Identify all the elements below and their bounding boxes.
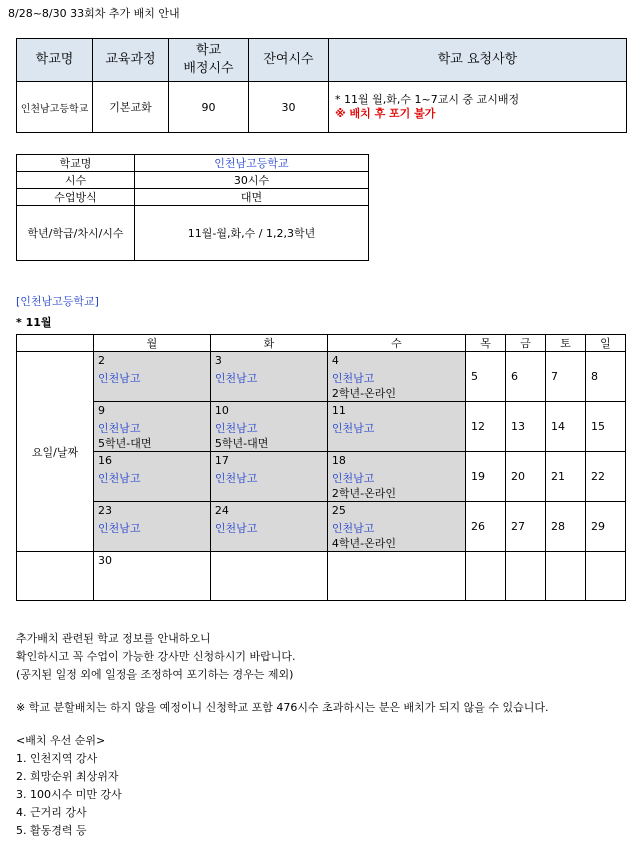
- cell-remaining: 30: [249, 82, 329, 133]
- day-number: 12: [471, 420, 486, 433]
- info-row-hours: [17, 172, 369, 189]
- side-label: 요일/날짜: [17, 352, 94, 552]
- day-number: 26: [471, 520, 486, 533]
- weekday-wed: 수: [327, 335, 465, 352]
- day-number: 11: [331, 404, 346, 417]
- notes-section: [16, 630, 548, 840]
- table-header-row: [17, 39, 627, 82]
- calendar-day-cell: [327, 502, 465, 552]
- day-school: 인천남고: [214, 522, 258, 535]
- day-number: 17: [214, 454, 229, 467]
- day-number: 4: [331, 354, 339, 367]
- school-info-table: [16, 154, 369, 261]
- weekday-sat: 토: [545, 335, 585, 352]
- calendar-day-cell: [210, 402, 327, 452]
- day-number: 5: [471, 370, 479, 383]
- calendar-day-cell: [94, 402, 211, 452]
- header-course: 교육과정: [93, 39, 169, 82]
- day-school: 인천남고: [214, 472, 258, 485]
- request-warning: ※ 배치 후 포기 불가: [335, 107, 436, 120]
- calendar-day-cell: [545, 352, 585, 402]
- priority-item: 1. 인천지역 강사: [16, 752, 98, 765]
- day-number: 19: [471, 470, 486, 483]
- calendar-day-cell: [506, 502, 546, 552]
- calendar-day-cell: [585, 452, 625, 502]
- calendar-day-cell: [466, 402, 506, 452]
- calendar-empty-cell: [585, 552, 625, 601]
- cell-course: 기본교화: [93, 82, 169, 133]
- calendar-day-cell: [585, 352, 625, 402]
- day-number: 8: [590, 370, 598, 383]
- day-number: 16: [98, 454, 112, 467]
- calendar-day-cell: [327, 452, 465, 502]
- day-number: 20: [511, 470, 525, 483]
- day-note: 4학년-온라인: [331, 537, 396, 550]
- info-row-schedule: [17, 206, 369, 261]
- priority-item: 3. 100시수 미만 강사: [16, 788, 122, 801]
- calendar-week-row: [17, 402, 626, 452]
- day-school: 인천남고: [98, 422, 141, 435]
- priority-item: 2. 희망순위 최상위자: [16, 770, 119, 783]
- info-row-method: [17, 189, 369, 206]
- info-value: 인천남고등학교: [135, 155, 369, 172]
- table-row: [17, 82, 627, 133]
- day-school: 인천남고: [331, 372, 375, 385]
- day-number: 6: [511, 370, 518, 383]
- day-school: 인천남고: [214, 372, 258, 385]
- calendar-empty-cell: [210, 552, 327, 601]
- calendar-day-cell: [327, 402, 465, 452]
- day-number: 28: [550, 520, 565, 533]
- calendar-day-cell: [545, 452, 585, 502]
- day-note: 5학년-대면: [98, 437, 152, 450]
- day-school: 인천남고: [98, 472, 141, 485]
- priority-item: 5. 활동경력 등: [16, 824, 87, 837]
- weekday-row: [17, 335, 626, 352]
- calendar-day-cell: [506, 402, 546, 452]
- calendar-month-label: * 11월: [16, 316, 52, 329]
- day-number: 2: [98, 354, 105, 367]
- calendar-day-cell: [545, 402, 585, 452]
- calendar-day-cell: [466, 352, 506, 402]
- cell-school: 인천남고등학교: [17, 82, 93, 133]
- calendar-day-cell: [545, 502, 585, 552]
- side-empty: [17, 552, 94, 601]
- weekday-fri: 금: [506, 335, 546, 352]
- school-request-table: [16, 38, 627, 133]
- day-number: 27: [511, 520, 525, 533]
- day-number: 15: [590, 420, 605, 433]
- day-note: 2학년-온라인: [331, 387, 396, 400]
- calendar-school-label: [인천남고등학교]: [16, 295, 99, 308]
- header-remaining: 잔여시수: [249, 39, 329, 82]
- weekday-sun: 일: [585, 335, 625, 352]
- day-number: 25: [331, 504, 346, 517]
- info-key: 수업방식: [17, 189, 135, 206]
- page-title: 8/28~8/30 33회차 추가 배치 안내: [8, 7, 180, 20]
- day-note: 5학년-대면: [214, 437, 269, 450]
- calendar-day-cell: [94, 352, 211, 402]
- calendar-empty-cell: [545, 552, 585, 601]
- calendar-day-cell: [506, 452, 546, 502]
- info-value: 30시수: [135, 172, 369, 189]
- calendar-week-row: [17, 552, 626, 601]
- day-number: 9: [98, 404, 105, 417]
- day-number: 22: [590, 470, 605, 483]
- calendar-day-cell: [94, 552, 211, 601]
- day-number: 29: [590, 520, 605, 533]
- weekday-thu: 목: [466, 335, 506, 352]
- priority-item: 4. 근거리 강사: [16, 806, 87, 819]
- day-number: 7: [550, 370, 558, 383]
- cell-assigned: 90: [169, 82, 249, 133]
- day-school: 인천남고: [98, 372, 141, 385]
- day-number: 21: [550, 470, 565, 483]
- weekday-tue: 화: [210, 335, 327, 352]
- day-school: 인천남고: [331, 472, 375, 485]
- day-school: 인천남고: [331, 422, 375, 435]
- info-value: 대면: [135, 189, 369, 206]
- notes-para: 확인하시고 꼭 수업이 가능한 강사만 신청하시기 바랍니다.: [16, 650, 296, 663]
- info-key: 학교명: [17, 155, 135, 172]
- calendar-day-cell: [210, 352, 327, 402]
- header-school: 학교명: [17, 39, 93, 82]
- weekday-mon: 월: [94, 335, 211, 352]
- calendar-table: [16, 334, 626, 601]
- info-key: 시수: [17, 172, 135, 189]
- calendar-empty-cell: [327, 552, 465, 601]
- calendar-day-cell: [94, 452, 211, 502]
- day-number: 13: [511, 420, 525, 433]
- calendar-day-cell: [466, 452, 506, 502]
- day-number: 24: [214, 504, 229, 517]
- calendar-day-cell: [94, 502, 211, 552]
- day-number: 14: [550, 420, 565, 433]
- day-number: 30: [98, 554, 112, 567]
- day-school: 인천남고: [214, 422, 258, 435]
- cell-request: [329, 82, 627, 133]
- calendar-day-cell: [585, 502, 625, 552]
- calendar-empty-cell: [506, 552, 546, 601]
- calendar-day-cell: [210, 452, 327, 502]
- header-request: 학교 요청사항: [329, 39, 627, 82]
- calendar-day-cell: [585, 402, 625, 452]
- calendar-week-row: [17, 452, 626, 502]
- day-school: 인천남고: [331, 522, 375, 535]
- calendar-week-row: [17, 352, 626, 402]
- day-number: 18: [331, 454, 346, 467]
- day-number: 23: [98, 504, 112, 517]
- notes-para: (공지된 일정 외에 일정을 조정하여 포기하는 경우는 제외): [16, 668, 294, 681]
- calendar-empty-cell: [466, 552, 506, 601]
- calendar-day-cell: [506, 352, 546, 402]
- info-value: 11월-월,화,수 / 1,2,3학년: [135, 206, 369, 261]
- priority-title: <배치 우선 순위>: [16, 734, 106, 747]
- corner-cell: [17, 335, 94, 352]
- calendar-day-cell: [210, 502, 327, 552]
- info-row-school: [17, 155, 369, 172]
- day-school: 인천남고: [98, 522, 141, 535]
- day-note: 2학년-온라인: [331, 487, 396, 500]
- request-line: * 11월 월,화,수 1~7교시 중 교시배정: [335, 93, 520, 106]
- day-number: 10: [214, 404, 229, 417]
- notes-warning: ※ 학교 분할배치는 하지 않을 예정이니 신청학교 포함 476시수 초과하시는 분은 배치가 되지 않을 수 있습니다.: [16, 701, 549, 714]
- calendar-week-row: [17, 502, 626, 552]
- notes-para: 추가배치 관련된 학교 정보를 안내하오니: [16, 632, 211, 645]
- calendar-day-cell: [466, 502, 506, 552]
- header-assigned: 학교 배정시수: [169, 39, 249, 82]
- info-key: 학년/학급/차시/시수: [17, 206, 135, 261]
- calendar-day-cell: [327, 352, 465, 402]
- day-number: 3: [214, 354, 222, 367]
